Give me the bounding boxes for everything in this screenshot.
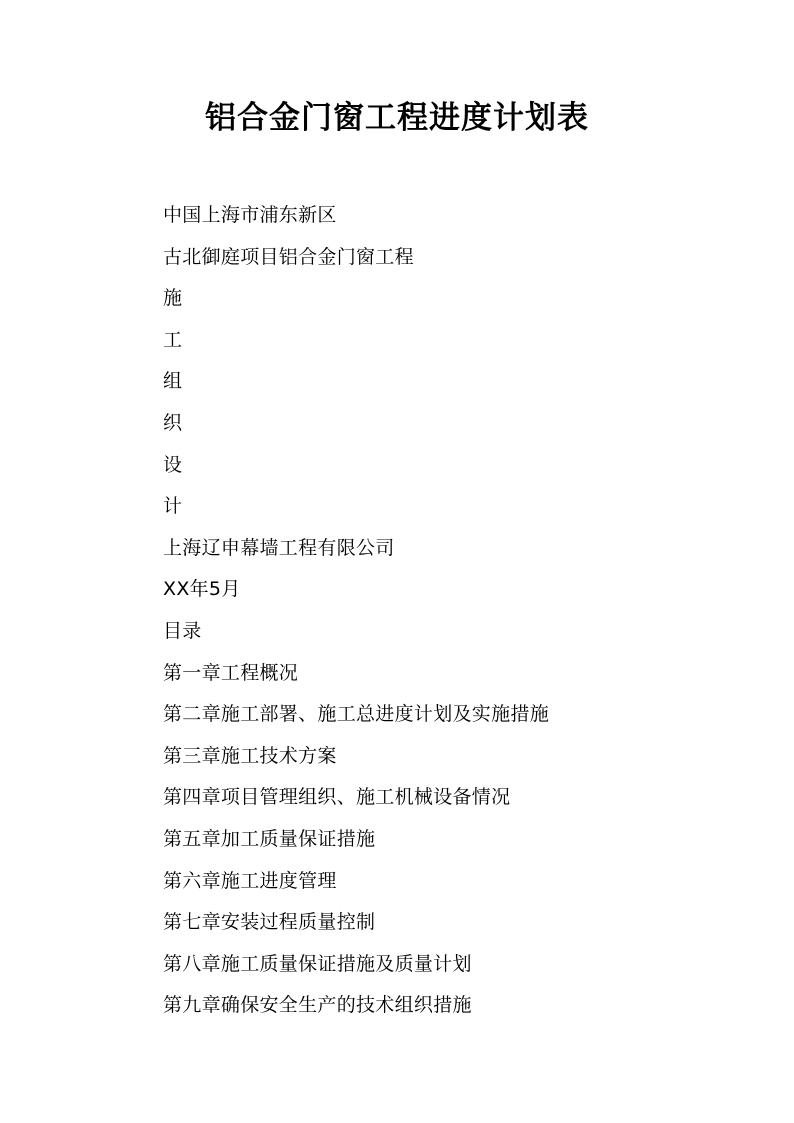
toc-chapter: 第五章加工质量保证措施 bbox=[163, 827, 376, 850]
cover-doc-type-char: 设 bbox=[163, 453, 183, 476]
cover-company: 上海辽申幕墙工程有限公司 bbox=[163, 536, 395, 559]
toc-chapter: 第六章施工进度管理 bbox=[163, 869, 337, 892]
toc-chapter: 第九章确保安全生产的技术组织措施 bbox=[163, 994, 472, 1017]
cover-doc-type-char: 组 bbox=[163, 370, 183, 393]
toc-chapter: 第二章施工部署、施工总进度计划及实施措施 bbox=[163, 703, 550, 726]
document-body bbox=[163, 195, 549, 1027]
cover-project-name: 古北御庭项目铝合金门窗工程 bbox=[163, 245, 414, 268]
cover-date: XX年5月 bbox=[163, 578, 241, 601]
toc-heading: 目录 bbox=[163, 619, 202, 642]
toc-chapter: 第四章项目管理组织、施工机械设备情况 bbox=[163, 786, 511, 809]
cover-doc-type-char: 工 bbox=[163, 328, 183, 351]
cover-doc-type-char: 计 bbox=[163, 495, 183, 518]
toc-chapter: 第八章施工质量保证措施及质量计划 bbox=[163, 952, 472, 975]
toc-chapter: 第七章安装过程质量控制 bbox=[163, 911, 376, 934]
cover-doc-type-char: 织 bbox=[163, 411, 183, 434]
cover-location: 中国上海市浦东新区 bbox=[163, 204, 337, 226]
cover-doc-type-char: 施 bbox=[163, 287, 183, 310]
toc-chapter: 第三章施工技术方案 bbox=[163, 744, 337, 767]
toc-chapter: 第一章工程概况 bbox=[163, 661, 299, 684]
document-title: 铝合金门窗工程进度计划表 bbox=[205, 100, 589, 136]
